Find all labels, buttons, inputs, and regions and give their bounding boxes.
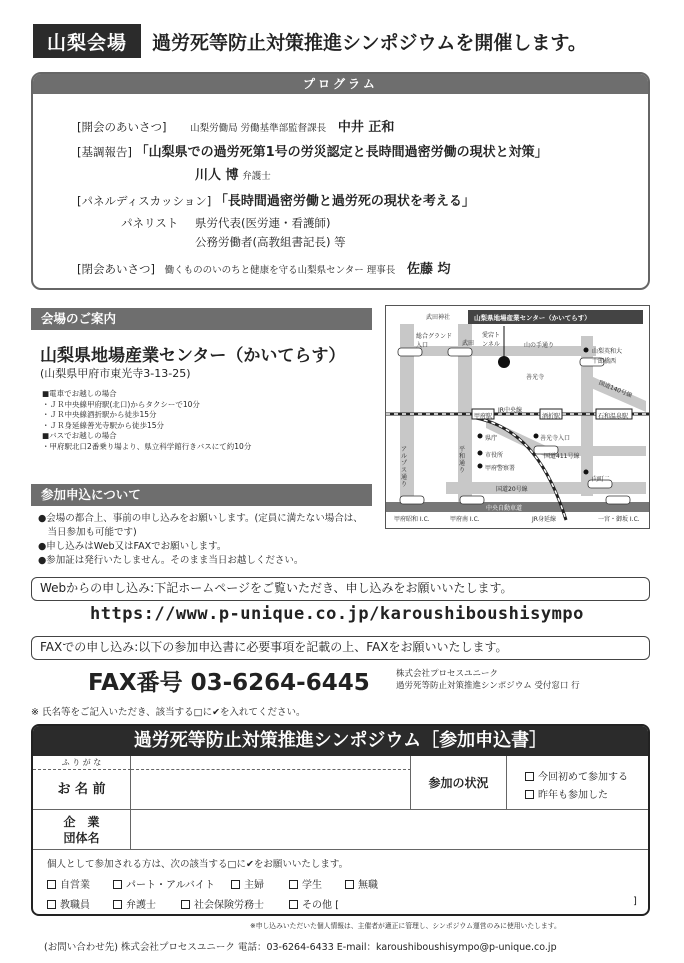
- org-label-line: 団体名: [63, 831, 100, 845]
- occupation-shufu[interactable]: [231, 876, 264, 891]
- map-label: 国道411号線: [544, 453, 580, 460]
- access-line: ・ＪＲ中央線甲府駅(北口)からタクシーで10分: [42, 399, 200, 409]
- checkbox[interactable]: [47, 880, 56, 889]
- apply-line: 当日参加も可能です): [38, 527, 137, 538]
- keynote-title: 「山梨県での過労死第1号の労災認定と長時間過密労働の現状と対策」: [135, 145, 548, 160]
- map-label: アルプス通り: [401, 446, 408, 488]
- apply-notes: [38, 512, 363, 568]
- occupation-jieigyo[interactable]: [47, 876, 90, 891]
- map-label: 善光寺: [526, 374, 545, 381]
- status-first-time[interactable]: [525, 768, 628, 783]
- keynote-row: [77, 141, 548, 160]
- application-form: [31, 724, 650, 916]
- keynote-role: 弁護士: [242, 171, 271, 182]
- map-label: 一宮・御坂 I.C.: [598, 516, 640, 523]
- venue-map: [385, 305, 650, 529]
- occupation-label: 社会保険労務士: [194, 900, 264, 911]
- map-label: 市役所: [485, 452, 504, 459]
- closing-label: [閉会あいさつ]: [77, 262, 155, 276]
- checkbox[interactable]: [231, 880, 240, 889]
- furigana-input[interactable]: [131, 756, 411, 770]
- form-title: 過労死等防止対策推進シンポジウム［参加申込書］: [33, 726, 648, 756]
- venue-badge: 山梨会場: [33, 24, 141, 58]
- org-input[interactable]: [131, 810, 650, 850]
- map-label: 山梨英和大: [592, 348, 623, 355]
- map-label: 国道20号線: [496, 486, 528, 493]
- fax-apply-box: FAXでの申し込み:以下の参加申込書に必要事項を記載の上、FAXをお願いいたします。: [31, 636, 650, 660]
- map-label: 平和通り: [459, 446, 466, 474]
- fax-number: FAX番号 03-6264-6445: [88, 670, 370, 696]
- web-apply-box: Webからの申し込み:下記ホームページをご覧いただき、申し込みをお願いいたします。: [31, 577, 650, 601]
- keynote-speaker: [195, 164, 271, 183]
- status-last-year[interactable]: [525, 786, 608, 801]
- occupation-sharoushi[interactable]: [181, 896, 264, 911]
- panelist-2: 公務労働者(高教組書記長) 等: [195, 235, 346, 249]
- opening-row: [77, 116, 394, 135]
- closing-row: [77, 258, 450, 277]
- map-label: 県庁: [485, 435, 498, 442]
- fax-destination: [396, 668, 580, 692]
- map-label: 国道140号線: [597, 379, 634, 400]
- occupation-label: 教職員: [60, 900, 90, 911]
- map-title: 山梨県地場産業センター（かいてらす）: [474, 314, 591, 322]
- access-line: ■電車でお越しの場合: [42, 389, 117, 398]
- occupation-lawyer[interactable]: [113, 896, 156, 911]
- occupation-label: 学生: [302, 880, 322, 891]
- panelist-1: 県労代表(医労連・看護師): [195, 216, 331, 230]
- map-label: 酒折駅: [542, 413, 561, 420]
- occupation-label: 弁護士: [126, 900, 156, 911]
- checkbox[interactable]: [525, 790, 534, 799]
- checkbox[interactable]: [47, 900, 56, 909]
- map-label: JR身延線: [532, 516, 556, 523]
- org-label: [33, 810, 131, 850]
- occupation-other[interactable]: [289, 896, 339, 911]
- contact-info: (お問い合わせ先) 株式会社プロセスユニーク 電話：03-6264-6433 E-mail：karoushiboushisympo@p-unique.co.jp: [44, 942, 557, 953]
- occupation-label: 主婦: [244, 880, 264, 891]
- apply-line: ●参加証は発行いたしません。そのまま当日お越しください。: [38, 555, 304, 566]
- closing-name: 佐藤 均: [406, 262, 451, 277]
- access-line: ・甲府駅北口2番乗り場より、県立科学館行きバスにて約10分: [42, 441, 252, 451]
- apply-line: ●申し込みはWeb又はFAXでお願いします。: [38, 541, 227, 552]
- checkbox[interactable]: [525, 772, 534, 781]
- checkbox[interactable]: [289, 900, 298, 909]
- map-label: 向町二: [592, 476, 611, 483]
- checkbox[interactable]: [289, 880, 298, 889]
- program-title: プログラム: [33, 74, 648, 94]
- closing-org: 働くもののいのちと健康を守る山梨県センター 理事長: [164, 265, 396, 276]
- individual-note: 個人として参加される方は、次の該当する□に✔をお願いいたします。: [47, 859, 349, 870]
- checkbox[interactable]: [113, 900, 122, 909]
- map-label: 武田神社: [426, 314, 451, 321]
- fax-note: ※ 氏名等をご記入いただき、該当する□に✔を入れてください。: [31, 707, 306, 718]
- map-label: 石和温泉駅: [598, 413, 629, 420]
- venue-section-header: 会場のご案内: [31, 308, 372, 330]
- status-options: [507, 756, 650, 810]
- map-label: 総合グランド入口: [416, 333, 453, 349]
- occupation-part[interactable]: [113, 876, 215, 891]
- opening-org: 山梨労働局 労働基準部監督課長: [190, 123, 327, 134]
- status-label: 参加の状況: [411, 756, 507, 810]
- venue-address: (山梨県甲府市東光寺3-13-25): [40, 367, 191, 380]
- occupation-student[interactable]: [289, 876, 322, 891]
- apply-section-header: 参加申込について: [31, 484, 372, 506]
- occupation-unemployed[interactable]: [345, 876, 378, 891]
- status-opt2-label: 昨年も参加した: [538, 790, 608, 801]
- name-input[interactable]: [131, 770, 411, 810]
- page-title: 過労死等防止対策推進シンポジウムを開催します。: [152, 32, 587, 54]
- org-label-line: 企 業: [63, 815, 100, 829]
- checkbox[interactable]: [345, 880, 354, 889]
- map-label: 武田: [462, 340, 475, 347]
- keynote-name: 川人 博: [195, 168, 239, 183]
- status-opt1-label: 今回初めて参加する: [538, 772, 628, 783]
- privacy-note: ※申し込みいただいた個人情報は、主催者が適正に管理し、シンポジウム運営のみに使用いたします。: [250, 922, 561, 930]
- occupation-teacher[interactable]: [47, 896, 90, 911]
- access-line: ・ＪＲ身延線善光寺駅から徒歩15分: [42, 420, 165, 430]
- fax-dest-company: 株式会社プロセスユニーク: [396, 669, 499, 679]
- panel-row: [77, 190, 475, 209]
- map-label: 甲府南 I.C.: [450, 516, 480, 523]
- occupation-label: その他 [: [302, 900, 340, 911]
- checkbox[interactable]: [113, 880, 122, 889]
- venue-name: 山梨県地場産業センター（かいてらす）: [40, 346, 346, 366]
- panel-title: 「長時間過密労働と過労死の現状を考える」: [214, 194, 475, 209]
- program-box: [31, 72, 650, 290]
- name-label: お 名 前: [33, 770, 131, 810]
- map-label: 甲府駅: [474, 413, 493, 420]
- venue-access: [42, 389, 251, 452]
- map-label: 善光寺入口: [540, 435, 571, 442]
- occupation-label: パート・アルバイト: [126, 880, 215, 891]
- panel-label: [パネルディスカッション]: [77, 194, 212, 208]
- occupation-label: 無職: [358, 880, 378, 891]
- other-bracket-close: ]: [633, 896, 637, 907]
- panelist-label: パネリスト: [121, 216, 179, 230]
- fax-dest-dept: 過労死等防止対策推進シンポジウム 受付窓口 行: [396, 681, 580, 691]
- opening-label: [開会のあいさつ]: [77, 120, 167, 134]
- map-label: 中央自動車道: [486, 505, 523, 512]
- map-label: 十郎橋西: [592, 358, 617, 365]
- access-line: ・ＪＲ中央線酒折駅から徒歩15分: [42, 410, 157, 419]
- map-label: 甲府警察署: [485, 465, 516, 472]
- furigana-label: ふ り が な: [33, 756, 131, 770]
- map-label: 山の手通り: [524, 342, 555, 349]
- opening-name: 中井 正和: [337, 120, 395, 135]
- checkbox[interactable]: [181, 900, 190, 909]
- keynote-label: [基調報告]: [77, 145, 132, 159]
- access-line: ■バスでお越しの場合: [42, 431, 117, 440]
- apply-line: ●会場の都合上、事前の申し込みをお願いします。(定員に満たない場合は、: [38, 513, 363, 524]
- map-label: JR中央線: [498, 407, 522, 414]
- map-label: 甲府昭和 I.C.: [394, 516, 430, 523]
- application-url-link[interactable]: https://www.p-unique.co.jp/karoushiboushisympo: [90, 604, 584, 624]
- map-label: 愛宕トンネル: [482, 332, 501, 348]
- occupation-label: 自営業: [60, 880, 90, 891]
